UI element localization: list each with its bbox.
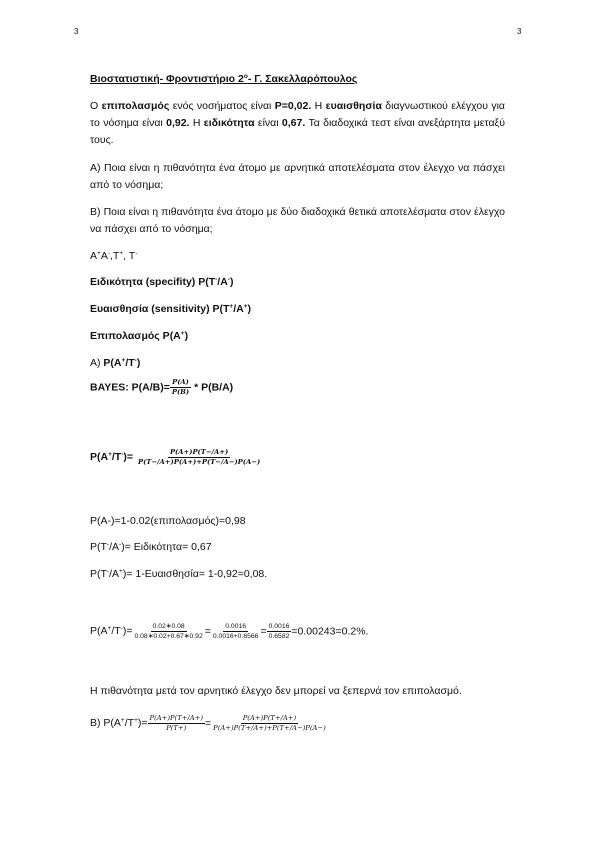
question-a: Α) Ποια είναι η πιθανότητα ένα άτομο με αρνητικά αποτελέσματα στον έλεγχο να πάσχει από το νόσημα; — [90, 162, 505, 191]
calc-fraction-3: $\frac{0.0016}{0.6582}$ — [268, 623, 290, 640]
bayes-fraction: $\frac{P(A)}{P(B)}$ — [171, 378, 190, 396]
calc-fraction-2: $\frac{0.0016}{0.0016+0.6566}$ — [212, 623, 259, 640]
part-b-fraction-1: $\frac{P(A+)P(T+/A+)}{P(T+)}$ — [149, 714, 203, 732]
part-b-formula: Β) P(A+/T+)= $\frac{P(A+)P(T+/A+)}{P(T+)}$ = $\frac{P(A+)P(T+/A+)}{P(A+)P(T+/A+)+P(T+/A-)P(A-)}$ — [90, 714, 326, 732]
part-a-heading: Α) P(A+/T-) — [90, 357, 141, 369]
sensitivity-complement-line: P(T-/A+)= 1-Ευαισθησία= 1-0,92=0,08. — [90, 568, 268, 580]
posterior-formula: P(A+/T-)= $\frac{P(A+)P(T-/A+)}{P(T-/A+)P(A+)+P(T-/A-)P(A-)}$ — [90, 448, 261, 466]
posterior-fraction: $\frac{P(A+)P(T-/A+)}{P(T-/A+)P(A+)+P(T-/A-)P(A-)}$ — [137, 448, 261, 466]
bayes-formula: BAYES: P(A/B)= $\frac{P(A)}{P(B)}$ * P(B/A) — [90, 378, 234, 396]
intro-paragraph: Ο επιπολασμός ενός νοσήματος είναι P=0,02. Η ευαισθησία διαγνωστικού ελέγχου για το νόσημα είναι 0,92. Η ειδικότητα είναι 0,67. Τα διαδοχικά τεστ είναι ανεξάρτητα μεταξύ τους. — [90, 100, 505, 146]
prevalence-definition: Επιπολασμός P(A+) — [90, 330, 189, 342]
p-a-minus-line: P(A-)=1-0.02(επιπολασμός)=0,98 — [90, 515, 246, 527]
sensitivity-definition: Ευαισθησία (sensitivity) P(T+/A+) — [90, 303, 252, 315]
document-title: Βιοστατιστική- Φροντιστήριο $2^o-$ Γ. Σακελλαρόπουλος — [90, 73, 358, 85]
page-number-right: 3 — [517, 27, 522, 36]
notation-line: A+A-,T+, T- — [90, 250, 138, 262]
specificity-value-line: P(T-/A-)= Ειδικότητα= 0,67 — [90, 541, 212, 553]
calc-fraction-1: $\frac{0.02∗0.08}{0.08∗0.02+0.67∗0.92}$ — [134, 623, 203, 640]
page-number-left: 3 — [74, 27, 79, 36]
question-b: Β) Ποια είναι η πιθανότητα ένα άτομο με δύο διαδοχικά θετικά αποτελέσματα στον έλεγχο να πάσχει από το νόσημα; — [90, 206, 505, 235]
numeric-calculation: P(A+/T-)= $\frac{0.02∗0.08}{0.08∗0.02+0.67∗0.92}$ = $\frac{0.0016}{0.0016+0.6566}$ = $\frac{0.0016}{0.6582}$ =0.00243=0.2%. — [90, 623, 369, 640]
part-b-fraction-2: $\frac{P(A+)P(T+/A+)}{P(A+)P(T+/A+)+P(T+/A-)P(A-)}$ — [213, 714, 326, 732]
specificity-definition: Ειδικότητα (specifity) P(T-/A-) — [90, 276, 234, 288]
conclusion-text: Η πιθανότητα μετά τον αρνητικό έλεγχο δεν μπορεί να ξεπερνά τον επιπολασμό. — [90, 685, 462, 697]
